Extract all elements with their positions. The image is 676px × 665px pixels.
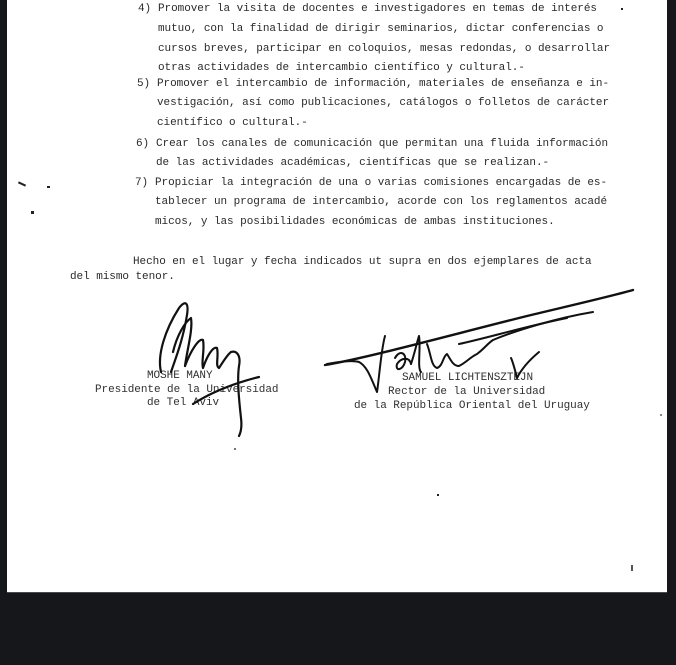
item-line: de las actividades académicas, científicas que se realizan.- <box>156 157 550 169</box>
signatory-name: SAMUEL LICHTENSZTEJN <box>402 372 534 384</box>
item-number: 6) <box>136 138 150 150</box>
item-line: científico o cultural.- <box>157 117 308 129</box>
item-number: 5) <box>137 78 151 90</box>
scan-speck <box>621 8 623 10</box>
scan-speck <box>18 181 26 186</box>
document-page <box>7 0 667 593</box>
signatory-title-line-1: Presidente de la Universidad <box>95 384 279 396</box>
scan-speck <box>631 565 633 571</box>
scan-speck <box>234 448 236 450</box>
item-line: tablecer un programa de intercambio, acorde con los reglamentos acadé <box>155 196 608 208</box>
item-line: mutuo, con la finalidad de dirigir seminarios, dictar conferencias o <box>158 23 604 35</box>
closing-line-1: Hecho en el lugar y fecha indicados ut supra en dos ejemplares de acta <box>133 256 592 268</box>
signatory-name: MOSHE MANY <box>147 370 213 382</box>
scan-speck <box>47 186 50 188</box>
signatory-title-line-1: Rector de la Universidad <box>388 386 546 398</box>
item-number: 4) <box>138 3 152 15</box>
item-line: Propiciar la integración de una o varias comisiones encargadas de es- <box>155 177 608 189</box>
item-line: micos, y las posibilidades económicas de ambas instituciones. <box>155 216 555 228</box>
item-line: otras actividades de intercambio científico y cultural.- <box>158 62 525 74</box>
item-line: Crear los canales de comunicación que permitan una fluida información <box>156 138 609 150</box>
item-line: Promover el intercambio de información, materiales de enseñanza e in- <box>157 78 610 90</box>
closing-line-2: del mismo tenor. <box>70 271 175 283</box>
scan-speck <box>660 414 662 416</box>
scan-speck <box>437 494 439 496</box>
signatory-title-line-2: de Tel Aviv <box>147 397 220 409</box>
signatory-title-line-2: de la República Oriental del Uruguay <box>354 400 590 412</box>
scan-speck <box>31 211 34 214</box>
item-line: cursos breves, participar en coloquios, mesas redondas, o desarrollar <box>158 43 611 55</box>
item-line: vestigación, así como publicaciones, catálogos o folletos de carácter <box>157 97 610 109</box>
item-number: 7) <box>135 177 149 189</box>
item-line: Promover la visita de docentes e investigadores en temas de interés <box>158 3 597 15</box>
